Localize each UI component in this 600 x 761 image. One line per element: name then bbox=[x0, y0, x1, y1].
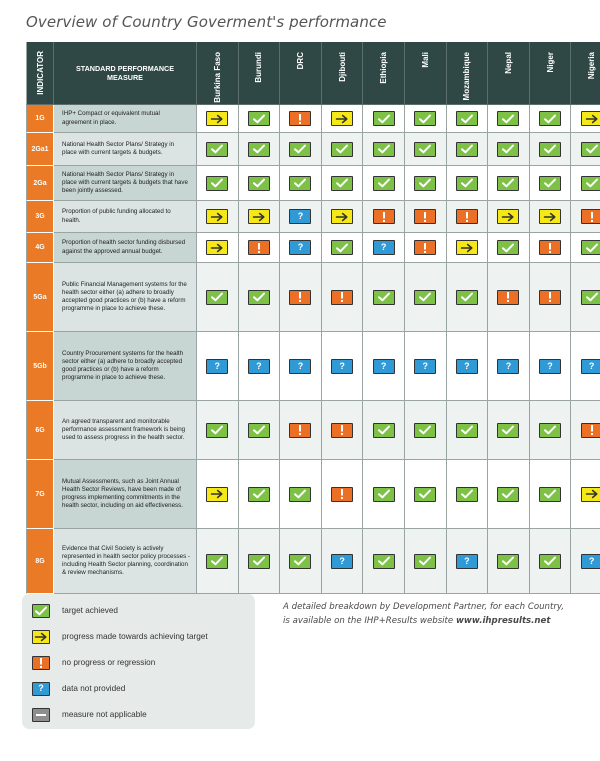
question-icon bbox=[373, 240, 395, 255]
status-cell bbox=[197, 233, 239, 263]
exclamation-icon bbox=[414, 209, 436, 224]
question-icon bbox=[289, 359, 311, 374]
status-cell bbox=[405, 529, 447, 594]
status-cell bbox=[571, 133, 600, 166]
performance-measure: Mutual Assessments, such as Joint Annual Health Sector Reviews, have been made of progress implementing commitments in the health sector, including on aid effectiveness. bbox=[54, 460, 197, 529]
legend-label: progress made towards achieving target bbox=[62, 632, 208, 641]
exclamation-icon bbox=[331, 423, 353, 438]
status-cell bbox=[571, 529, 600, 594]
measure-header-label: STANDARD PERFORMANCE MEASURE bbox=[75, 64, 175, 82]
performance-measure: Country Procurement systems for the health sector either (a) adhere to broadly accepted good practices or (b) have a reform programme in place to achieve these. bbox=[54, 332, 197, 401]
arrow-right-icon bbox=[331, 111, 353, 126]
question-icon bbox=[539, 359, 561, 374]
status-cell bbox=[530, 332, 572, 401]
country-header-label: Burundi bbox=[254, 52, 264, 83]
status-cell bbox=[571, 460, 600, 529]
status-cell bbox=[447, 332, 489, 401]
exclamation-icon bbox=[539, 240, 561, 255]
question-mark-glyph: ? bbox=[422, 360, 429, 371]
status-cell bbox=[488, 166, 530, 201]
status-cell bbox=[239, 233, 281, 263]
check-icon bbox=[581, 290, 600, 305]
check-icon bbox=[456, 423, 478, 438]
status-cell bbox=[280, 401, 322, 460]
status-cell bbox=[447, 166, 489, 201]
status-cell bbox=[405, 263, 447, 332]
country-header bbox=[488, 42, 530, 105]
status-cell bbox=[197, 529, 239, 594]
status-cell bbox=[530, 105, 572, 133]
question-mark-glyph: ? bbox=[297, 360, 304, 371]
status-cell bbox=[571, 105, 600, 133]
country-header bbox=[239, 42, 281, 105]
check-icon bbox=[248, 142, 270, 157]
check-icon bbox=[456, 487, 478, 502]
status-cell bbox=[530, 201, 572, 233]
check-icon bbox=[289, 554, 311, 569]
status-cell bbox=[405, 332, 447, 401]
status-cell bbox=[530, 133, 572, 166]
check-icon bbox=[331, 176, 353, 191]
status-cell bbox=[280, 529, 322, 594]
status-cell bbox=[322, 166, 364, 201]
status-cell bbox=[571, 263, 600, 332]
exclamation-icon bbox=[331, 487, 353, 502]
status-cell bbox=[571, 166, 600, 201]
question-mark-glyph: ? bbox=[297, 211, 304, 221]
check-icon bbox=[497, 111, 519, 126]
status-cell bbox=[530, 233, 572, 263]
status-cell bbox=[197, 332, 239, 401]
legend-item bbox=[32, 602, 118, 619]
indicator-code: 5Ga bbox=[26, 263, 54, 332]
exclamation-icon bbox=[581, 209, 600, 224]
question-mark-glyph: ? bbox=[214, 360, 221, 371]
exclamation-icon bbox=[289, 423, 311, 438]
status-cell bbox=[488, 201, 530, 233]
check-icon bbox=[539, 176, 561, 191]
check-icon bbox=[206, 290, 228, 305]
country-header-label: Mali bbox=[420, 52, 430, 68]
check-icon bbox=[331, 142, 353, 157]
note-line-2 bbox=[283, 615, 583, 629]
indicator-code: 2Ga bbox=[26, 166, 54, 201]
check-icon bbox=[414, 487, 436, 502]
status-cell bbox=[363, 263, 405, 332]
status-cell bbox=[530, 263, 572, 332]
status-cell bbox=[322, 263, 364, 332]
status-cell bbox=[363, 166, 405, 201]
status-cell bbox=[447, 133, 489, 166]
exclamation-icon bbox=[289, 111, 311, 126]
check-icon bbox=[206, 554, 228, 569]
performance-measure: Proportion of public funding allocated to health. bbox=[54, 201, 197, 233]
check-icon bbox=[414, 176, 436, 191]
question-icon bbox=[581, 359, 600, 374]
status-cell bbox=[405, 460, 447, 529]
question-mark-glyph: ? bbox=[464, 555, 470, 566]
question-mark-glyph: ? bbox=[380, 242, 387, 252]
status-cell bbox=[363, 201, 405, 233]
status-cell bbox=[363, 105, 405, 133]
exclamation-icon bbox=[373, 209, 395, 224]
status-cell bbox=[363, 401, 405, 460]
exclamation-icon bbox=[248, 240, 270, 255]
question-mark-glyph: ? bbox=[297, 242, 304, 252]
check-icon bbox=[539, 111, 561, 126]
check-icon bbox=[539, 142, 561, 157]
check-icon bbox=[414, 111, 436, 126]
status-cell bbox=[280, 233, 322, 263]
country-header bbox=[571, 42, 600, 105]
question-mark-glyph: ? bbox=[547, 360, 553, 371]
question-mark-glyph: ? bbox=[380, 360, 387, 371]
status-cell bbox=[405, 133, 447, 166]
status-cell bbox=[363, 332, 405, 401]
status-cell bbox=[280, 133, 322, 166]
status-cell bbox=[197, 401, 239, 460]
check-icon bbox=[456, 290, 478, 305]
status-cell bbox=[488, 529, 530, 594]
status-cell bbox=[322, 460, 364, 529]
exclamation-icon bbox=[497, 290, 519, 305]
status-cell bbox=[405, 166, 447, 201]
exclamation-icon bbox=[456, 209, 478, 224]
performance-measure: Proportion of health sector funding disbursed against the approved annual budget. bbox=[54, 233, 197, 263]
check-icon bbox=[289, 176, 311, 191]
indicator-header-label: INDICATOR bbox=[35, 51, 45, 95]
performance-measure: National Health Sector Plans/ Strategy in place with current targets & budgets. bbox=[54, 133, 197, 166]
question-mark-glyph: ? bbox=[505, 360, 512, 371]
status-cell bbox=[280, 332, 322, 401]
question-icon bbox=[206, 359, 228, 374]
check-icon bbox=[539, 423, 561, 438]
check-icon bbox=[373, 142, 395, 157]
status-cell bbox=[488, 133, 530, 166]
legend-label: target achieved bbox=[62, 606, 118, 615]
website-note bbox=[283, 601, 583, 629]
country-header-label: Mozambique bbox=[462, 52, 472, 101]
status-cell bbox=[530, 529, 572, 594]
check-icon bbox=[248, 290, 270, 305]
status-cell bbox=[280, 166, 322, 201]
status-cell bbox=[447, 460, 489, 529]
legend-label: measure not applicable bbox=[62, 710, 147, 719]
indicator-code: 5Gb bbox=[26, 332, 54, 401]
indicator-column-header bbox=[26, 42, 54, 105]
status-cell bbox=[197, 201, 239, 233]
status-cell bbox=[322, 201, 364, 233]
question-icon bbox=[373, 359, 395, 374]
status-cell bbox=[322, 233, 364, 263]
legend bbox=[22, 594, 255, 729]
status-cell bbox=[239, 401, 281, 460]
check-icon bbox=[414, 290, 436, 305]
status-cell bbox=[447, 263, 489, 332]
status-cell bbox=[239, 166, 281, 201]
check-icon bbox=[497, 487, 519, 502]
status-cell bbox=[322, 332, 364, 401]
status-cell bbox=[488, 233, 530, 263]
exclamation-icon bbox=[539, 290, 561, 305]
country-header-label: Nepal bbox=[503, 52, 513, 74]
check-icon bbox=[373, 487, 395, 502]
check-icon bbox=[456, 111, 478, 126]
status-cell bbox=[405, 105, 447, 133]
exclamation-icon bbox=[289, 290, 311, 305]
arrow-right-icon bbox=[32, 630, 50, 644]
legend-item bbox=[32, 706, 147, 723]
indicator-code: 4G bbox=[26, 233, 54, 263]
arrow-right-icon bbox=[456, 240, 478, 255]
country-header-label: Djibouti bbox=[337, 52, 347, 82]
status-cell bbox=[322, 401, 364, 460]
measure-column-header bbox=[54, 42, 197, 105]
arrow-right-icon bbox=[539, 209, 561, 224]
status-cell bbox=[571, 401, 600, 460]
question-icon bbox=[248, 359, 270, 374]
legend-item bbox=[32, 654, 155, 671]
status-cell bbox=[280, 105, 322, 133]
status-cell bbox=[239, 332, 281, 401]
status-cell bbox=[447, 201, 489, 233]
legend-label: data not provided bbox=[62, 684, 126, 693]
country-header bbox=[280, 42, 322, 105]
status-cell bbox=[571, 332, 600, 401]
check-icon bbox=[373, 111, 395, 126]
country-header bbox=[530, 42, 572, 105]
arrow-right-icon bbox=[331, 209, 353, 224]
country-header bbox=[405, 42, 447, 105]
status-cell bbox=[488, 460, 530, 529]
check-icon bbox=[497, 176, 519, 191]
website-link[interactable]: www.ihpresults.net bbox=[455, 615, 551, 626]
country-header-label: DRC bbox=[295, 52, 305, 70]
indicator-code: 2Ga1 bbox=[26, 133, 54, 166]
status-cell bbox=[197, 166, 239, 201]
status-cell bbox=[571, 233, 600, 263]
status-cell bbox=[239, 201, 281, 233]
page-title: Overview of Country Goverment's performance bbox=[26, 13, 387, 31]
status-cell bbox=[405, 233, 447, 263]
check-icon bbox=[289, 487, 311, 502]
check-icon bbox=[497, 423, 519, 438]
status-cell bbox=[363, 529, 405, 594]
check-icon bbox=[206, 142, 228, 157]
question-icon bbox=[289, 240, 311, 255]
question-icon bbox=[32, 682, 50, 696]
check-icon bbox=[414, 423, 436, 438]
question-mark-glyph: ? bbox=[464, 360, 470, 371]
exclamation-icon bbox=[581, 423, 600, 438]
check-icon bbox=[331, 240, 353, 255]
check-icon bbox=[289, 142, 311, 157]
legend-label: no progress or regression bbox=[62, 658, 156, 667]
status-cell bbox=[405, 201, 447, 233]
status-cell bbox=[488, 105, 530, 133]
note-line-1: A detailed breakdown by Development Partner, for each Country, bbox=[283, 602, 565, 612]
exclamation-icon bbox=[414, 240, 436, 255]
legend-item bbox=[32, 628, 208, 645]
status-cell bbox=[447, 529, 489, 594]
arrow-right-icon bbox=[206, 111, 228, 126]
check-icon bbox=[248, 111, 270, 126]
status-cell bbox=[488, 263, 530, 332]
question-mark-glyph: ? bbox=[256, 360, 262, 371]
status-cell bbox=[405, 401, 447, 460]
question-icon bbox=[497, 359, 519, 374]
arrow-right-icon bbox=[581, 487, 600, 502]
status-cell bbox=[530, 166, 572, 201]
status-cell bbox=[363, 460, 405, 529]
check-icon bbox=[539, 487, 561, 502]
question-icon bbox=[456, 359, 478, 374]
status-cell bbox=[197, 263, 239, 332]
check-icon bbox=[32, 604, 50, 618]
question-mark-glyph: ? bbox=[588, 360, 595, 371]
question-mark-glyph: ? bbox=[38, 683, 44, 693]
status-cell bbox=[530, 401, 572, 460]
status-cell bbox=[322, 133, 364, 166]
status-cell bbox=[239, 105, 281, 133]
status-cell bbox=[571, 201, 600, 233]
status-cell bbox=[447, 105, 489, 133]
check-icon bbox=[581, 176, 600, 191]
check-icon bbox=[497, 554, 519, 569]
status-cell bbox=[447, 401, 489, 460]
indicator-code: 8G bbox=[26, 529, 54, 594]
country-header bbox=[197, 42, 239, 105]
check-icon bbox=[456, 142, 478, 157]
indicator-code: 1G bbox=[26, 105, 54, 133]
question-icon bbox=[581, 554, 600, 569]
country-header-label: Niger bbox=[545, 52, 555, 73]
status-cell bbox=[363, 133, 405, 166]
question-mark-glyph: ? bbox=[339, 360, 345, 371]
check-icon bbox=[206, 423, 228, 438]
check-icon bbox=[373, 423, 395, 438]
status-cell bbox=[280, 263, 322, 332]
arrow-right-icon bbox=[581, 111, 600, 126]
dash-icon bbox=[32, 708, 50, 722]
indicator-code: 3G bbox=[26, 201, 54, 233]
check-icon bbox=[373, 176, 395, 191]
status-cell bbox=[239, 133, 281, 166]
country-header-label: Nigeria bbox=[587, 52, 597, 80]
check-icon bbox=[414, 142, 436, 157]
exclamation-icon bbox=[32, 656, 50, 670]
arrow-right-icon bbox=[206, 209, 228, 224]
arrow-right-icon bbox=[206, 487, 228, 502]
country-header bbox=[322, 42, 364, 105]
status-cell bbox=[239, 529, 281, 594]
status-cell bbox=[322, 105, 364, 133]
status-cell bbox=[239, 263, 281, 332]
question-icon bbox=[331, 359, 353, 374]
check-icon bbox=[248, 554, 270, 569]
check-icon bbox=[248, 176, 270, 191]
check-icon bbox=[497, 142, 519, 157]
country-header bbox=[447, 42, 489, 105]
check-icon bbox=[373, 554, 395, 569]
check-icon bbox=[497, 240, 519, 255]
question-icon bbox=[331, 554, 353, 569]
status-cell bbox=[197, 105, 239, 133]
status-cell bbox=[280, 201, 322, 233]
status-cell bbox=[280, 460, 322, 529]
exclamation-icon bbox=[331, 290, 353, 305]
check-icon bbox=[414, 554, 436, 569]
status-cell bbox=[447, 233, 489, 263]
status-cell bbox=[197, 133, 239, 166]
status-cell bbox=[488, 401, 530, 460]
status-cell bbox=[322, 529, 364, 594]
status-cell bbox=[363, 233, 405, 263]
status-cell bbox=[488, 332, 530, 401]
question-mark-glyph: ? bbox=[588, 555, 595, 566]
status-cell bbox=[239, 460, 281, 529]
performance-measure: Public Financial Management systems for the health sector either (a) adhere to broadly accepted good practices or (b) have a reform programme in place to achieve these. bbox=[54, 263, 197, 332]
performance-measure: National Health Sector Plans/ Strategy in place with current targets & budgets that have been jointly assessed. bbox=[54, 166, 197, 201]
arrow-right-icon bbox=[497, 209, 519, 224]
country-header-label: Burkina Faso bbox=[212, 52, 222, 103]
check-icon bbox=[539, 554, 561, 569]
check-icon bbox=[373, 290, 395, 305]
performance-measure: Evidence that Civil Society is actively represented in health sector policy processes - including Health Sector planning, coordination & review mechanisms. bbox=[54, 529, 197, 594]
country-header bbox=[363, 42, 405, 105]
check-icon bbox=[581, 240, 600, 255]
legend-item bbox=[32, 680, 125, 697]
performance-table bbox=[26, 42, 600, 594]
question-icon bbox=[414, 359, 436, 374]
note-line-2-text: is available on the IHP+Results website bbox=[283, 615, 454, 626]
indicator-code: 7G bbox=[26, 460, 54, 529]
indicator-code: 6G bbox=[26, 401, 54, 460]
status-cell bbox=[197, 460, 239, 529]
check-icon bbox=[456, 176, 478, 191]
performance-measure: IHP+ Compact or equivalent mutual agreement in place. bbox=[54, 105, 197, 133]
question-icon bbox=[456, 554, 478, 569]
performance-measure: An agreed transparent and monitorable performance assessment framework is being used to assess progress in the health sector. bbox=[54, 401, 197, 460]
check-icon bbox=[581, 142, 600, 157]
country-header-label: Ethiopia bbox=[379, 52, 389, 84]
check-icon bbox=[206, 176, 228, 191]
check-icon bbox=[248, 487, 270, 502]
question-mark-glyph: ? bbox=[339, 555, 345, 566]
status-cell bbox=[530, 460, 572, 529]
question-icon bbox=[289, 209, 311, 224]
arrow-right-icon bbox=[248, 209, 270, 224]
arrow-right-icon bbox=[206, 240, 228, 255]
check-icon bbox=[248, 423, 270, 438]
